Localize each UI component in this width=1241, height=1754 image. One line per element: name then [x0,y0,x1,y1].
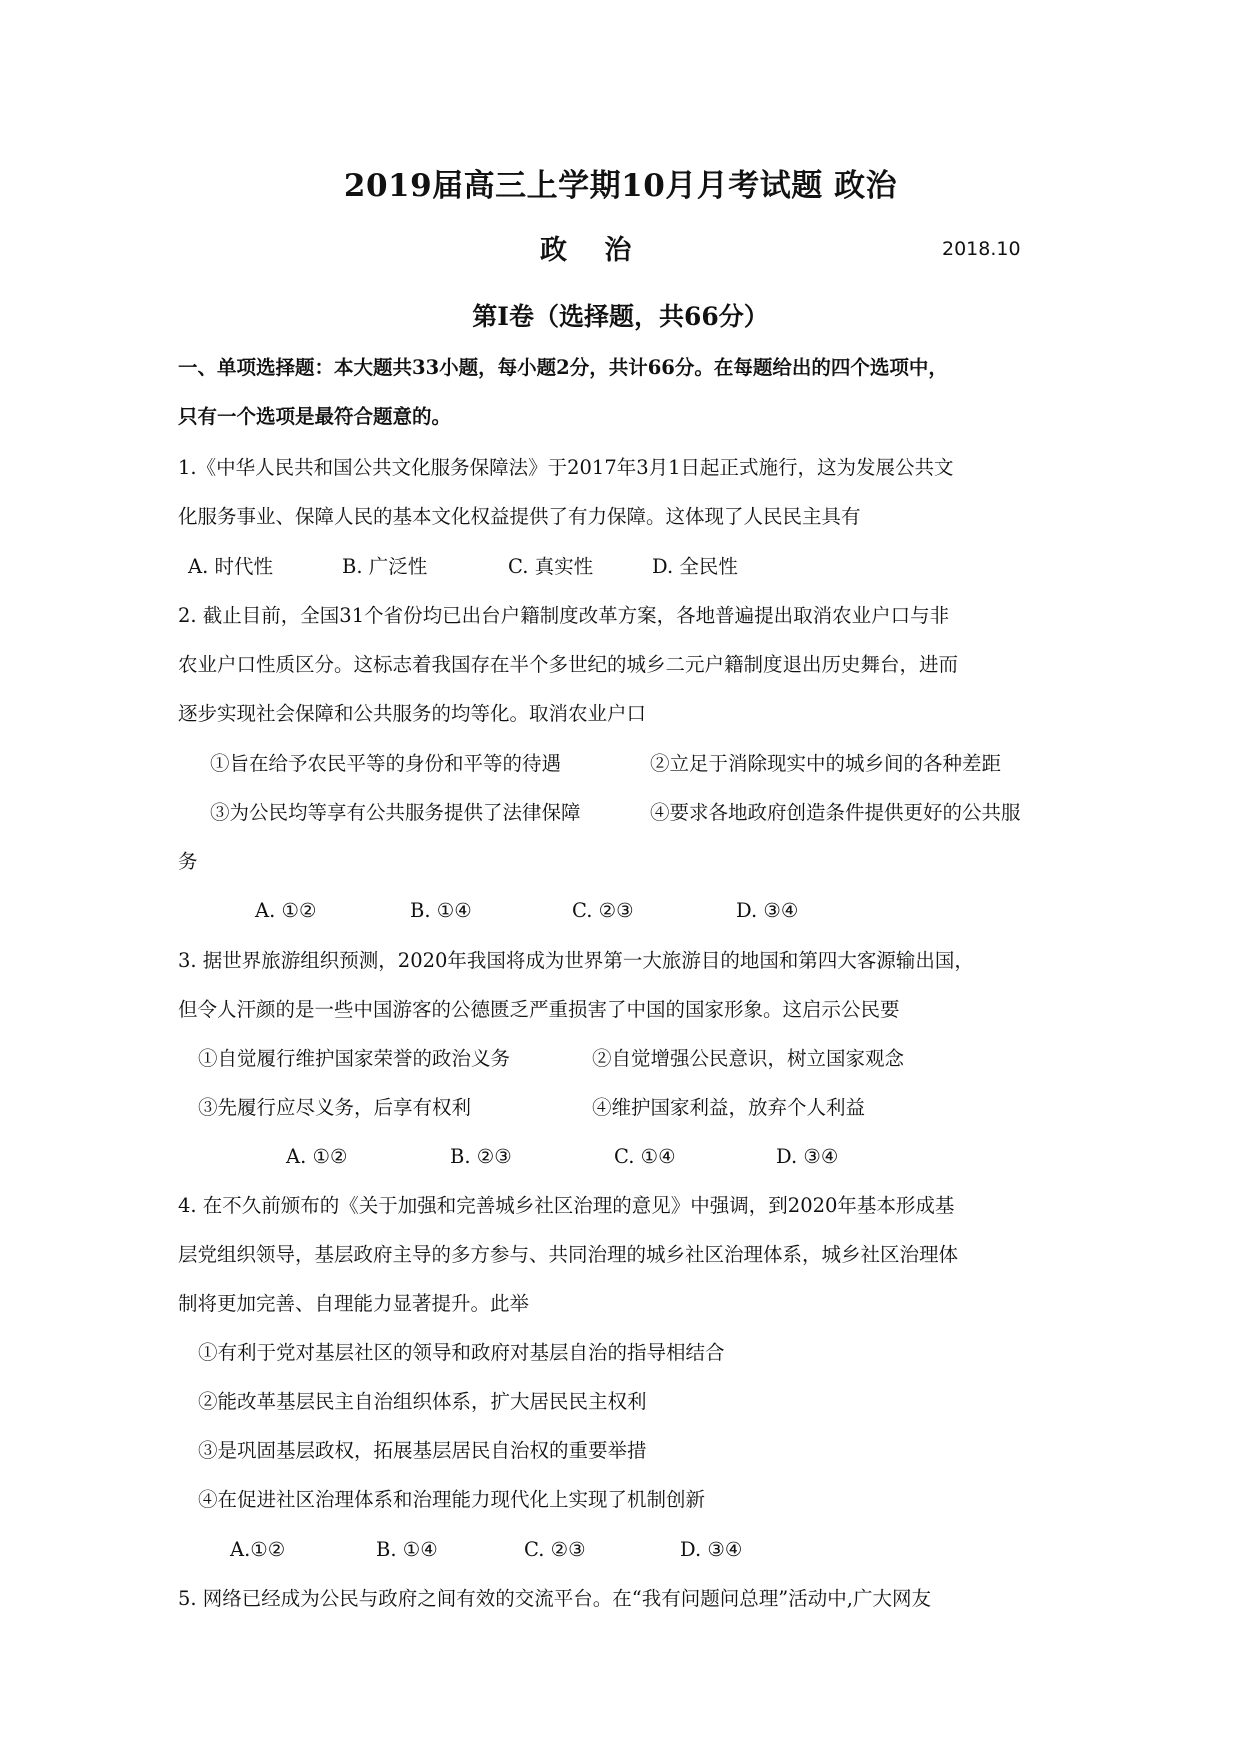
q1-stem-line-2: 化服务事业、保障人民的基本文化权益提供了有力保障。这体现了人民民主具有 [178,505,861,528]
q2-stem-line-3: 逐步实现社会保障和公共服务的均等化。取消农业户口 [178,702,647,725]
q4-statement-2: ②能改革基层民主自治组织体系，扩大居民民主权利 [198,1390,647,1413]
q4-stem-line-3: 制将更加完善、自理能力显著提升。此举 [178,1292,530,1315]
q2-statement-4-wrap: 务 [178,850,198,873]
q4-stem-line-1: 4. 在不久前颁布的《关于加强和完善城乡社区治理的意见》中强调，到2020年基本形成基 [178,1194,955,1217]
q3-statement-4: ④维护国家利益，放弃个人利益 [592,1096,866,1119]
q2-statement-1: ①旨在给予农民平等的身份和平等的待遇 [210,752,562,775]
subject-heading: 政 治 [540,235,646,266]
instructions-line-1: 一、单项选择题：本大题共33小题，每小题2分，共计66分。在每题给出的四个选项中， [178,356,948,379]
q4-stem-line-2: 层党组织领导，基层政府主导的多方参与、共同治理的城乡社区治理体系，城乡社区治理体 [178,1243,959,1266]
q3-option-a: A. ①② [286,1145,348,1168]
exam-date: 2018.10 [942,238,1021,260]
q3-statement-3: ③先履行应尽义务，后享有权利 [198,1096,472,1119]
q2-statement-4: ④要求各地政府创造条件提供更好的公共服 [650,801,1021,824]
q4-statement-3: ③是巩固基层政权，拓展基层居民自治权的重要举措 [198,1439,647,1462]
q3-statement-2: ②自觉增强公民意识，树立国家观念 [592,1047,905,1070]
q2-option-a: A. ①② [255,899,317,922]
q3-option-b: B. ②③ [450,1145,512,1168]
q1-stem-line-1: 1.《中华人民共和国公共文化服务保障法》于2017年3月1日起正式施行，这为发展公共文 [178,456,954,479]
q1-option-d: D. 全民性 [652,555,738,578]
q2-stem-line-1: 2. 截止目前，全国31个省份均已出台户籍制度改革方案，各地普遍提出取消农业户口与非 [178,604,950,627]
q1-option-a: A. 时代性 [188,555,273,578]
q2-statement-2: ②立足于消除现实中的城乡间的各种差距 [650,752,1002,775]
q2-option-b: B. ①④ [410,899,472,922]
q4-option-a: A.①② [230,1538,286,1561]
q4-option-d: D. ③④ [680,1538,743,1561]
q4-option-c: C. ②③ [524,1538,586,1561]
q1-option-b: B. 广泛性 [342,555,428,578]
q2-option-d: D. ③④ [736,899,799,922]
page-title: 2019届高三上学期10月月考试题 政治 [343,168,898,204]
section-heading: 第Ⅰ卷（选择题，共66分） [472,302,769,331]
q3-option-c: C. ①④ [614,1145,676,1168]
q4-statement-4: ④在促进社区治理体系和治理能力现代化上实现了机制创新 [198,1488,706,1511]
q3-statement-1: ①自觉履行维护国家荣誉的政治义务 [198,1047,511,1070]
q3-stem-line-2: 但令人汗颜的是一些中国游客的公德匮乏严重损害了中国的国家形象。这启示公民要 [178,998,900,1021]
instructions-line-2: 只有一个选项是最符合题意的。 [178,405,452,428]
q3-option-d: D. ③④ [776,1145,839,1168]
q1-option-c: C. 真实性 [508,555,594,578]
q2-option-c: C. ②③ [572,899,634,922]
q4-option-b: B. ①④ [376,1538,438,1561]
q2-statement-3: ③为公民均等享有公共服务提供了法律保障 [210,801,581,824]
q3-stem-line-1: 3. 据世界旅游组织预测，2020年我国将成为世界第一大旅游目的地国和第四大客源输出国， [178,949,974,972]
q4-statement-1: ①有利于党对基层社区的领导和政府对基层自治的指导相结合 [198,1341,725,1364]
q2-stem-line-2: 农业户口性质区分。这标志着我国存在半个多世纪的城乡二元户籍制度退出历史舞台，进而 [178,653,959,676]
q5-stem-line-1: 5. 网络已经成为公民与政府之间有效的交流平台。在“我有问题问总理”活动中,广大网友 [178,1587,931,1610]
